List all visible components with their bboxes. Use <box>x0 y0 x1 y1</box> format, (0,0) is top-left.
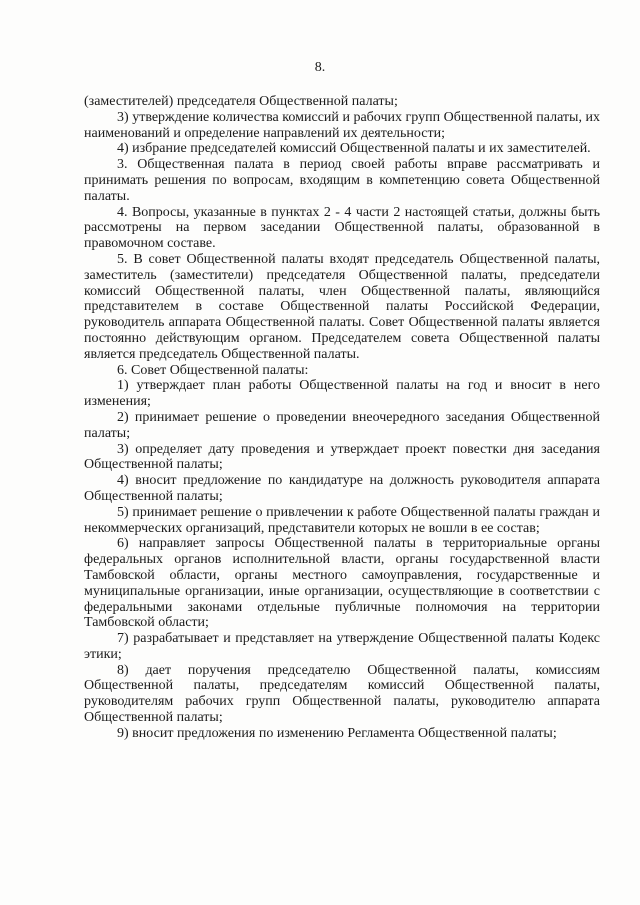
page-number: 8. <box>314 60 326 75</box>
paragraph: (заместителей) председателя Общественной палаты; <box>84 94 398 109</box>
paragraph: 9) вносит предложения по изменению Регламента Общественной палаты; <box>117 725 557 741</box>
paragraph: 4) избрание председателей комиссий Общественной палаты и их заместителей. <box>117 141 591 157</box>
paragraph: 6. Совет Общественной палаты: <box>117 362 309 378</box>
paragraph: 4. Вопросы, указанные в пунктах 2 - 4 части 2 настоящей статьи, должны быть рассмотрены на первом заседании Общественной палаты, образованной в правомочном составе. <box>84 204 600 252</box>
document-body <box>84 94 600 742</box>
paragraph: 3) утверждение количества комиссий и рабочих групп Общественной палаты, их наименований и определение направлений их деятельности; <box>84 109 600 141</box>
paragraph: 2) принимает решение о проведении внеочередного заседания Общественной палаты; <box>84 409 600 441</box>
paragraph: 3) определяет дату проведения и утверждает проект повестки дня заседания Общественной палаты; <box>84 441 600 473</box>
paragraph: 7) разрабатывает и представляет на утверждение Общественной палаты Кодекс этики; <box>84 631 600 662</box>
paragraph: 8) дает поручения председателю Общественной палаты, комиссиям Общественной палаты, председателям комиссий Общественной палаты, руководителям рабочих групп Общественной палаты, руководителю аппарата Общественной палаты; <box>84 662 600 726</box>
paragraph: 5) принимает решение о привлечении к работе Общественной палаты граждан и некоммерческих организаций, представители которых не вошли в ее состав; <box>84 504 600 536</box>
paragraph: 5. В совет Общественной палаты входят председатель Общественной палаты, заместитель (заместители) председателя Общественной палаты, председатели комиссий Общественной палаты, член Общественной палаты, являющийся представителем в составе Общественной палаты Российской Федерации, руководитель аппарата Общественной палаты. Совет Общественной палаты является постоянно действующим органом. Председателем совета Общественной палаты является председатель Общественной палаты. <box>84 251 600 362</box>
paragraph: 4) вносит предложение по кандидатуре на должность руководителя аппарата Общественной палаты; <box>84 473 600 504</box>
paragraph: 6) направляет запросы Общественной палаты в территориальные органы федеральных органов исполнительной власти, органы государственной власти Тамбовской области, органы местного самоуправления, государственные и муниципальные организации, иные организации, осуществляющие в соответствии с федеральными законами отдельные публичные полномочия на территории Тамбовской области; <box>84 536 600 631</box>
paragraph: 1) утверждает план работы Общественной палаты на год и вносит в него изменения; <box>84 378 600 410</box>
paragraph: 3. Общественная палата в период своей работы вправе рассматривать и принимать решения по вопросам, входящим в компетенцию совета Общественной палаты. <box>84 157 600 204</box>
